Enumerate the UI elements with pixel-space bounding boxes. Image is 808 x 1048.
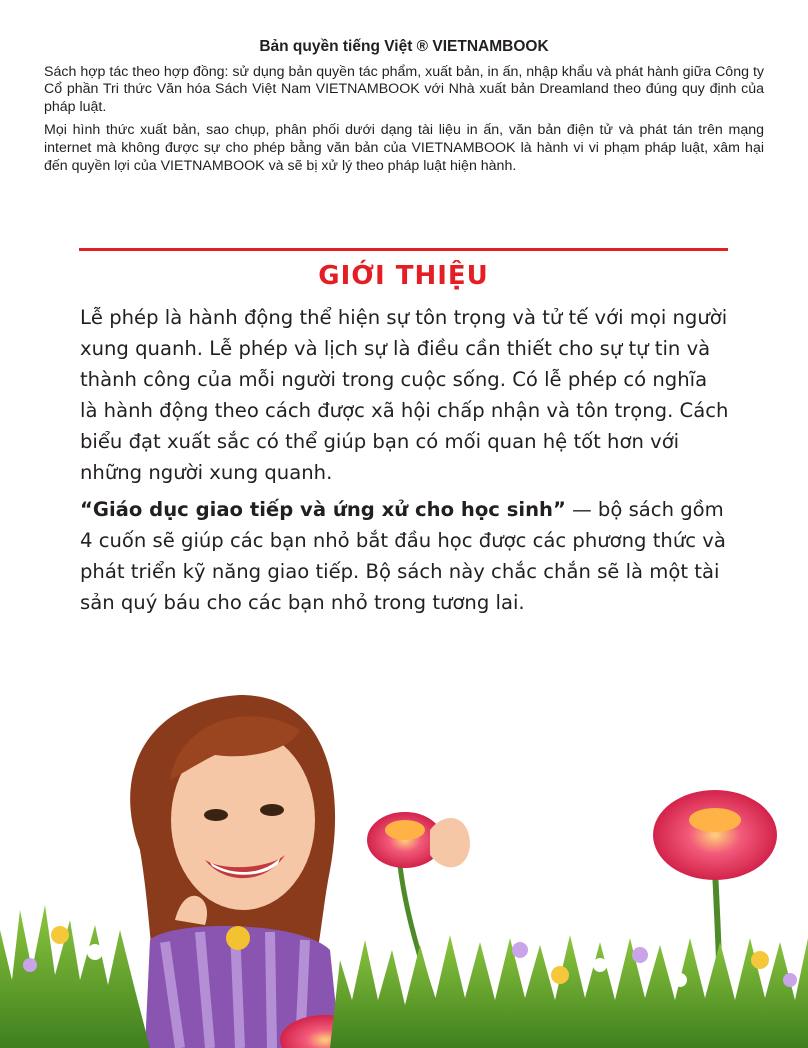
intro-body <box>80 302 730 624</box>
copyright-block <box>44 38 764 181</box>
copyright-title: Bản quyền tiếng Việt ® VIETNAMBOOK <box>259 38 549 55</box>
copyright-paragraph-2: Mọi hình thức xuất bản, sao chụp, phân phối dưới dạng tài liệu in ấn, văn bản điện tử và phát tán trên mạng internet mà không được sự cho phép bằng văn bản của VIETNAMBOOK là hành vi vi phạm pháp luật, xâm hại đến quyền lợi của VIETNAMBOOK và sẽ bị xử lý theo pháp luật hiện hành. <box>44 122 764 174</box>
intro-paragraph-2 <box>80 494 730 618</box>
grass-meadow <box>0 905 808 1048</box>
girl-figure <box>130 695 340 1048</box>
intro-heading: GIỚI THIỆU <box>318 261 489 291</box>
copyright-paragraph-1: Sách hợp tác theo hợp đồng: sử dụng bản quyền tác phẩm, xuất bản, in ấn, nhập khẩu và phát hành giữa Công ty Cổ phần Tri thức Văn hóa Sách Việt Nam VIETNAMBOOK với Nhà xuất bản Dreamland theo đúng quy định của pháp luật. <box>44 63 764 115</box>
girl-with-flowers-illustration <box>0 680 808 1048</box>
intro-paragraph-2-text: — bộ sách gồm 4 cuốn sẽ giúp các bạn nhỏ bắt đầu học được các phương thức và phát triển kỹ năng giao tiếp. Bộ sách này chắc chắn sẽ là một tài sản quý báu cho các bạn nhỏ trong tương lai. <box>80 498 726 614</box>
book-series-title: “Giáo dục giao tiếp và ứng xử cho học sinh” <box>80 498 566 521</box>
section-divider <box>79 248 728 251</box>
intro-paragraph-1: Lễ phép là hành động thể hiện sự tôn trọng và tử tế với mọi người xung quanh. Lễ phép và lịch sự là điều cần thiết cho sự tự tin và thành công của mỗi người trong cuộc sống. Có lễ phép có nghĩa là hành động theo cách được xã hội chấp nhận và tôn trọng. Cách biểu đạt xuất sắc có thể giúp bạn có mối quan hệ tốt hơn với những người xung quanh. <box>80 306 729 484</box>
